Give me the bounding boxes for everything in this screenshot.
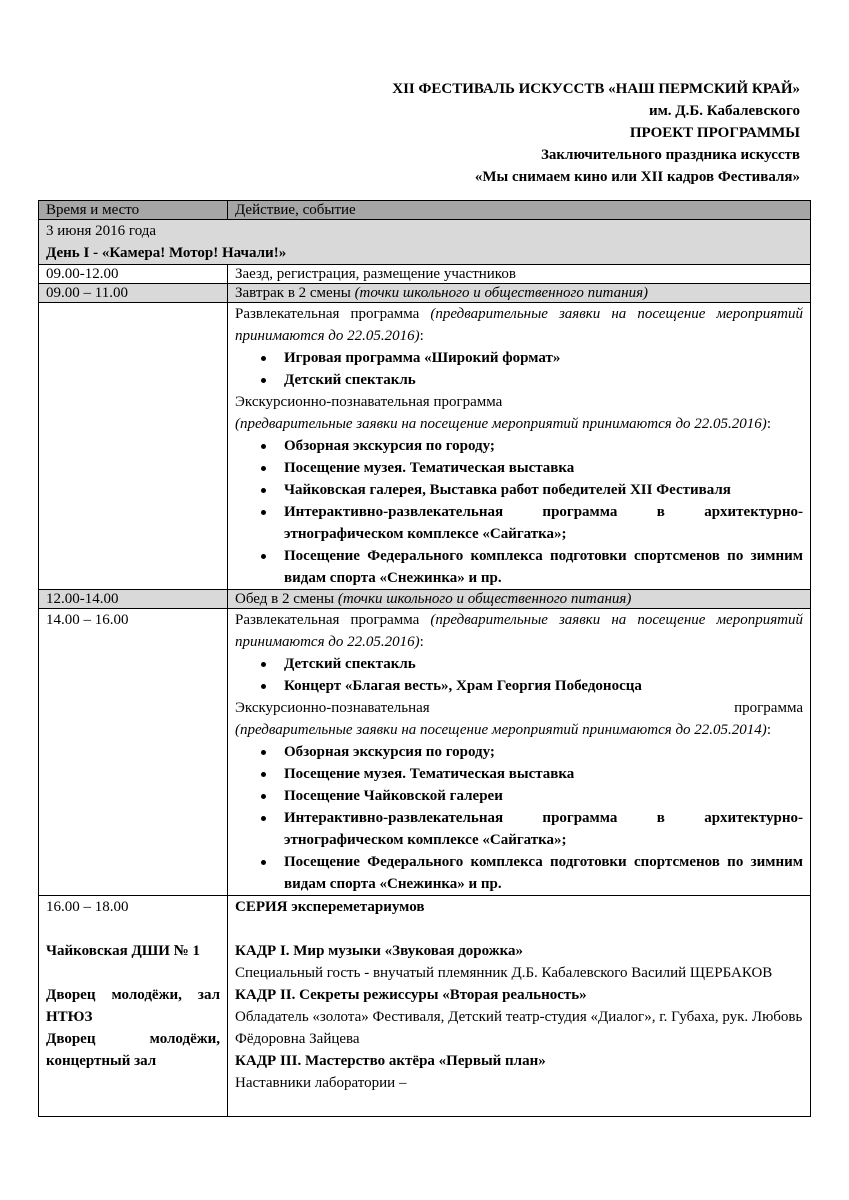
- list-item: Посещение Федерального комплекса подготовки спортсменов по зимним видам спорта «Снежинка» и пр.: [235, 545, 803, 589]
- colon-text: :: [419, 328, 424, 344]
- colon-text: :: [766, 416, 771, 432]
- kadr-description: Обладатель «золота» Фестиваля, Детский театр-студия «Диалог», г. Губаха, рук. Любовь Фёдоровна Зайцева: [235, 1009, 803, 1047]
- day-title: День I - «Камера! Мотор! Начали!»: [46, 245, 287, 261]
- entertainment-title: Развлекательная программа: [235, 306, 431, 322]
- colon-text: :: [419, 634, 424, 650]
- list-item: Интерактивно-развлекательная программа в архитектурно-этнографическом комплексе «Сайгатка»;: [235, 501, 803, 545]
- list-item: Посещение Чайковской галереи: [235, 785, 803, 807]
- list-item: Игровая программа «Широкий формат»: [235, 347, 803, 369]
- excursion-note: (предварительные заявки на посещение мероприятий принимаются до 22.05.2014): [235, 722, 767, 738]
- time-cell: 14.00 – 16.00: [39, 609, 228, 896]
- table-row: [39, 609, 811, 896]
- table-row: [39, 590, 811, 609]
- date-label: 3 июня 2016 года: [46, 223, 157, 239]
- event-cell: [228, 303, 811, 590]
- excursion-list: [235, 741, 803, 895]
- entertainment-program: [235, 303, 803, 347]
- excursion-title: Экскурсионно-познавательная программа: [235, 700, 803, 716]
- list-item: Интерактивно-развлекательная программа в архитектурно-этнографическом комплексе «Сайгатка»;: [235, 807, 803, 851]
- entertainment-title: Развлекательная программа: [235, 612, 431, 628]
- time-place-cell: [39, 896, 228, 1117]
- series-title: СЕРИЯ экспереметариумов: [235, 899, 425, 915]
- entertainment-program: [235, 609, 803, 653]
- table-row: [39, 265, 811, 284]
- colon-text: :: [766, 722, 771, 738]
- kadr-title: КАДР I. Мир музыки «Звуковая дорожка»: [235, 943, 524, 959]
- venue-label: Дворец молодёжи, зал НТЮЗ: [46, 987, 220, 1025]
- kadr-title: КАДР II. Секреты режиссуры «Вторая реальность»: [235, 987, 587, 1003]
- list-item: Обзорная экскурсия по городу;: [235, 435, 803, 457]
- entertainment-list: [235, 653, 803, 697]
- list-item: Концерт «Благая весть», Храм Георгия Победоносца: [235, 675, 803, 697]
- document-header: [300, 78, 800, 188]
- list-item: Детский спектакль: [235, 653, 803, 675]
- meal-label: Завтрак в 2 смены: [235, 285, 355, 301]
- event-cell: [228, 284, 811, 303]
- program-title: ПРОЕКТ ПРОГРАММЫ: [629, 125, 800, 141]
- meal-note: (точки школьного и общественного питания): [354, 285, 649, 301]
- table-row: [39, 896, 811, 1117]
- table-header-row: [39, 201, 811, 220]
- column-header-event: Действие, событие: [228, 201, 811, 220]
- excursion-title: Экскурсионно-познавательная программа: [235, 394, 503, 410]
- time-cell: 09.00 – 11.00: [39, 284, 228, 303]
- excursion-note: (предварительные заявки на посещение мероприятий принимаются до 22.05.2016): [235, 416, 767, 432]
- meal-label: Обед в 2 смены: [235, 591, 338, 607]
- event-cell: [228, 590, 811, 609]
- entertainment-note: (предварительные заявки на посещение мероприятий принимаются до 22.05.2016): [235, 306, 803, 344]
- list-item: Посещение музея. Тематическая выставка: [235, 457, 803, 479]
- time-cell: 12.00-14.00: [39, 590, 228, 609]
- program-table: [38, 200, 811, 1117]
- event-cell: [228, 609, 811, 896]
- festival-title: XII ФЕСТИВАЛЬ ИСКУССТВ «НАШ ПЕРМСКИЙ КРАЙ»: [392, 81, 800, 97]
- venue-label: Дворец молодёжи, концертный зал: [46, 1031, 220, 1069]
- list-item: Посещение Федерального комплекса подготовки спортсменов по зимним видам спорта «Снежинка» и пр.: [235, 851, 803, 895]
- kadr-description: Специальный гость - внучатый племянник Д.Б. Кабалевского Василий ЩЕРБАКОВ: [235, 965, 773, 981]
- list-item: Детский спектакль: [235, 369, 803, 391]
- kadr-description: Наставники лаборатории –: [235, 1075, 407, 1091]
- event-title: «Мы снимаем кино или XII кадров Фестиваля»: [474, 169, 800, 185]
- table-row: [39, 284, 811, 303]
- list-item: Обзорная экскурсия по городу;: [235, 741, 803, 763]
- venue-label: Чайковская ДШИ № 1: [46, 943, 200, 959]
- entertainment-list: [235, 347, 803, 391]
- column-header-time: Время и место: [39, 201, 228, 220]
- time-label: 16.00 – 18.00: [46, 899, 129, 915]
- event-cell: Заезд, регистрация, размещение участников: [228, 265, 811, 284]
- time-cell: [39, 303, 228, 590]
- list-item: Посещение музея. Тематическая выставка: [235, 763, 803, 785]
- festival-name: им. Д.Б. Кабалевского: [648, 103, 800, 119]
- kadr-title: КАДР III. Мастерство актёра «Первый план»: [235, 1053, 546, 1069]
- list-item: Чайковская галерея, Выставка работ победителей XII Фестиваля: [235, 479, 803, 501]
- entertainment-note: (предварительные заявки на посещение мероприятий принимаются до 22.05.2016): [235, 612, 803, 650]
- table-row: [39, 303, 811, 590]
- excursion-list: [235, 435, 803, 589]
- meal-note: (точки школьного и общественного питания): [337, 591, 632, 607]
- event-cell: [228, 896, 811, 1117]
- day-header-row: [39, 220, 811, 265]
- program-subtitle: Заключительного праздника искусств: [540, 147, 800, 163]
- time-cell: 09.00-12.00: [39, 265, 228, 284]
